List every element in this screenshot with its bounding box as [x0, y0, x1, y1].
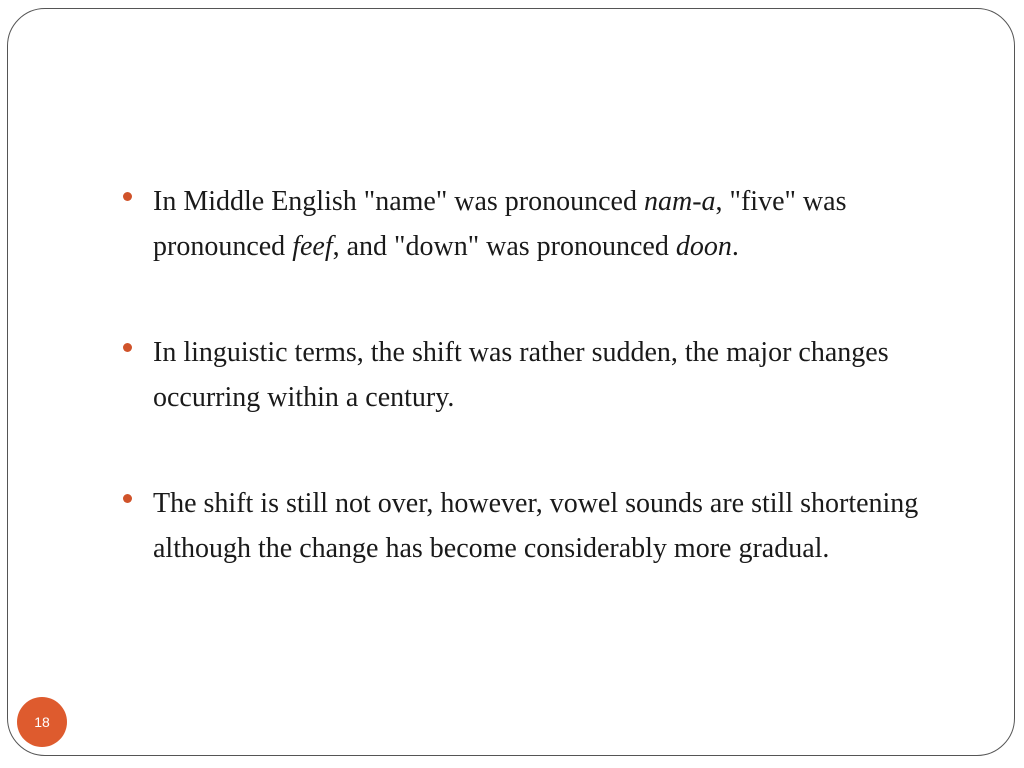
bullet-dot-icon	[123, 192, 132, 201]
bullet-item	[123, 481, 973, 571]
bullet-dot-icon	[123, 343, 132, 352]
page-number-badge: 18	[17, 697, 67, 747]
bullet-text: The shift is still not over, however, vowel sounds are still shortening although the change has become considerably more gradual.	[153, 488, 919, 564]
italic-word: nam-a	[643, 186, 716, 217]
bullet-item	[123, 179, 973, 269]
slide-content	[123, 179, 973, 632]
bullet-dot-icon	[123, 494, 132, 503]
italic-word: feef	[292, 231, 333, 262]
bullet-item	[123, 330, 973, 420]
bullet-text: In Middle English "name" was pronounced nam-a, "five" was pronounced feef, and "down" was pronounced doon.	[153, 186, 847, 262]
italic-word: doon	[675, 231, 732, 262]
bullet-text: In linguistic terms, the shift was rather sudden, the major changes occurring within a century.	[153, 337, 889, 413]
slide-frame	[7, 8, 1015, 756]
